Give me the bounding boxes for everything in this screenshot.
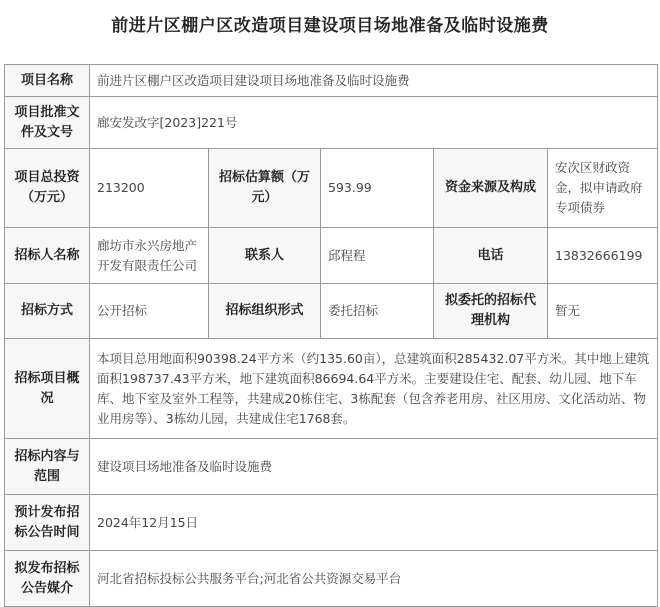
investment-value: 213200: [90, 149, 209, 228]
org-form-label: 招标组织形式: [209, 284, 321, 339]
estimate-value: 593.99: [321, 149, 434, 228]
agent-value: 暂无: [548, 284, 658, 339]
table-row: [5, 495, 658, 551]
phone-label: 电话: [434, 228, 548, 284]
contact-value: 邱程程: [321, 228, 434, 284]
overview-label: 招标项目概况: [5, 339, 90, 439]
funding-label: 资金来源及构成: [434, 149, 548, 228]
method-label: 招标方式: [5, 284, 90, 339]
contact-label: 联系人: [209, 228, 321, 284]
overview-value: 本项目总用地面积90398.24平方米（约135.60亩），总建筑面积285432.07平方米。其中地上建筑面积198737.43平方米，地下建筑面积86694.64平方米。主要建设住宅、配套、幼儿园、地下车库、地下室及室外工程等，共建成20栋住宅、3栋配套（包含养老用房、社区用房、文化活动站、物业用房等）、3栋幼儿园，共建成住宅1768套。: [90, 339, 658, 439]
funding-value: 安次区财政资金，拟申请政府专项债券: [548, 149, 658, 228]
project-info-table: [4, 64, 658, 607]
table-row: [5, 228, 658, 284]
tenderer-label: 招标人名称: [5, 228, 90, 284]
media-value: 河北省招标投标公共服务平台;河北省公共资源交易平台: [90, 551, 658, 607]
org-form-value: 委托招标: [321, 284, 434, 339]
publish-time-label: 预计发布招标公告时间: [5, 495, 90, 551]
investment-label: 项目总投资（万元）: [5, 149, 90, 228]
tenderer-value: 廊坊市永兴房地产开发有限责任公司: [90, 228, 209, 284]
method-value: 公开招标: [90, 284, 209, 339]
table-row: [5, 339, 658, 439]
table-row: [5, 284, 658, 339]
estimate-label: 招标估算额（万元）: [209, 149, 321, 228]
phone-value: 13832666199: [548, 228, 658, 284]
page-title: 前进片区棚户区改造项目建设项目场地准备及临时设施费: [111, 16, 549, 36]
table-row: [5, 65, 658, 97]
table-row: [5, 551, 658, 607]
media-label: 拟发布招标公告媒介: [5, 551, 90, 607]
approval-doc-label: 项目批准文件及文号: [5, 97, 90, 149]
scope-label: 招标内容与范围: [5, 439, 90, 495]
project-name-value: 前进片区棚户区改造项目建设项目场地准备及临时设施费: [90, 65, 658, 97]
agent-label: 拟委托的招标代理机构: [434, 284, 548, 339]
project-name-label: 项目名称: [5, 65, 90, 97]
table-row: [5, 149, 658, 228]
table-row: [5, 439, 658, 495]
publish-time-value: 2024年12月15日: [90, 495, 658, 551]
approval-doc-value: 廊安发改字[2023]221号: [90, 97, 658, 149]
scope-value: 建设项目场地准备及临时设施费: [90, 439, 658, 495]
table-row: [5, 97, 658, 149]
